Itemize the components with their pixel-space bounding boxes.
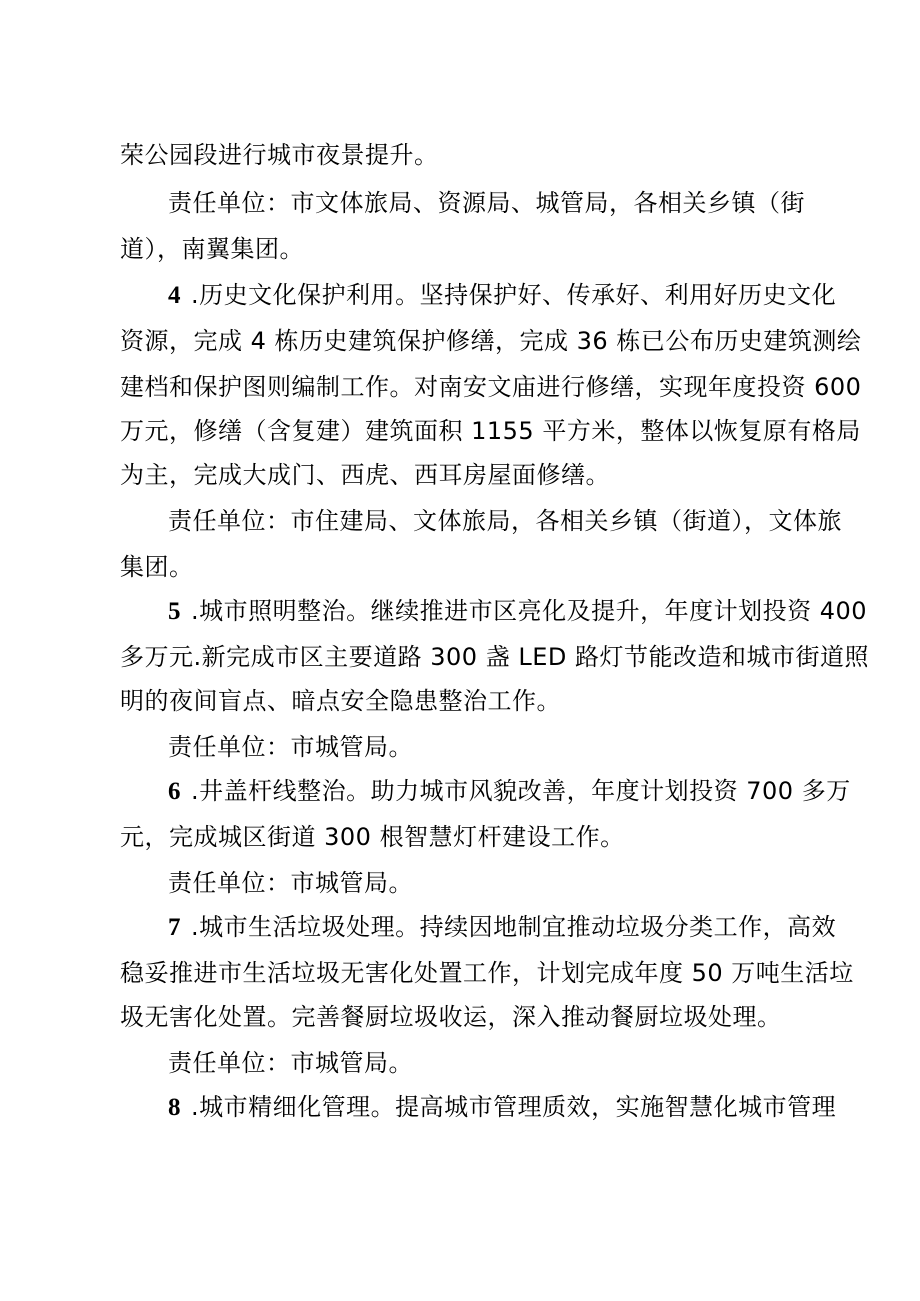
text-line: 责任单位：市城管局。: [168, 869, 413, 897]
text-line: 稳妥推进市生活垃圾无害化处置工作，计划完成年度 50 万吨生活垃: [120, 959, 854, 987]
text-line: 责任单位：市住建局、文体旅局，各相关乡镇（街道），文体旅: [168, 507, 842, 535]
text-line: 责任单位：市城管局。: [168, 1049, 413, 1077]
text-line: 为主，完成大成门、西虎、西耳房屋面修缮。: [120, 461, 610, 489]
text-line: 责任单位：市城管局。: [168, 733, 413, 761]
text-line: 建档和保护图则编制工作。对南安文庙进行修缮，实现年度投资 600: [120, 373, 862, 401]
text-line: 资源，完成 4 栋历史建筑保护修缮，完成 36 栋已公布历史建筑测绘: [120, 327, 862, 355]
text-line: 万元，修缮（含复建）建筑面积 1155 平方米，整体以恢复原有格局: [120, 417, 861, 445]
text-line: 荣公园段进行城市夜景提升。: [120, 141, 439, 169]
text-line: 5 .城市照明整治。继续推进市区亮化及提升，年度计划投资 400: [168, 597, 868, 625]
text-line: 4 .历史文化保护利用。坚持保护好、传承好、利用好历史文化: [168, 281, 837, 309]
text-line: 道），南翼集团。: [120, 235, 304, 263]
text-line: 圾无害化处置。完善餐厨垃圾收运，深入推动餐厨垃圾处理。: [120, 1003, 782, 1031]
text-line: 8 .城市精细化管理。提高城市管理质效，实施智慧化城市管理: [168, 1093, 837, 1121]
text-line: 7 .城市生活垃圾处理。持续因地制宜推动垃圾分类工作，高效: [168, 913, 837, 941]
item-number: 5: [168, 598, 181, 625]
text-line: 多万元.新完成市区主要道路 300 盏 LED 路灯节能改造和城市街道照: [120, 643, 869, 671]
item-number: 8: [168, 1094, 181, 1121]
item-number: 4: [168, 282, 181, 309]
text-line: 集团。: [120, 553, 194, 581]
text-line: 6 .井盖杆线整治。助力城市风貌改善，年度计划投资 700 多万: [168, 777, 851, 805]
item-number: 7: [168, 914, 181, 941]
item-number: 6: [168, 778, 181, 805]
text-line: 责任单位：市文体旅局、资源局、城管局，各相关乡镇（街: [168, 189, 805, 217]
text-line: 元，完成城区街道 300 根智慧灯杆建设工作。: [120, 823, 625, 851]
text-line: 明的夜间盲点、暗点安全隐患整治工作。: [120, 687, 561, 715]
